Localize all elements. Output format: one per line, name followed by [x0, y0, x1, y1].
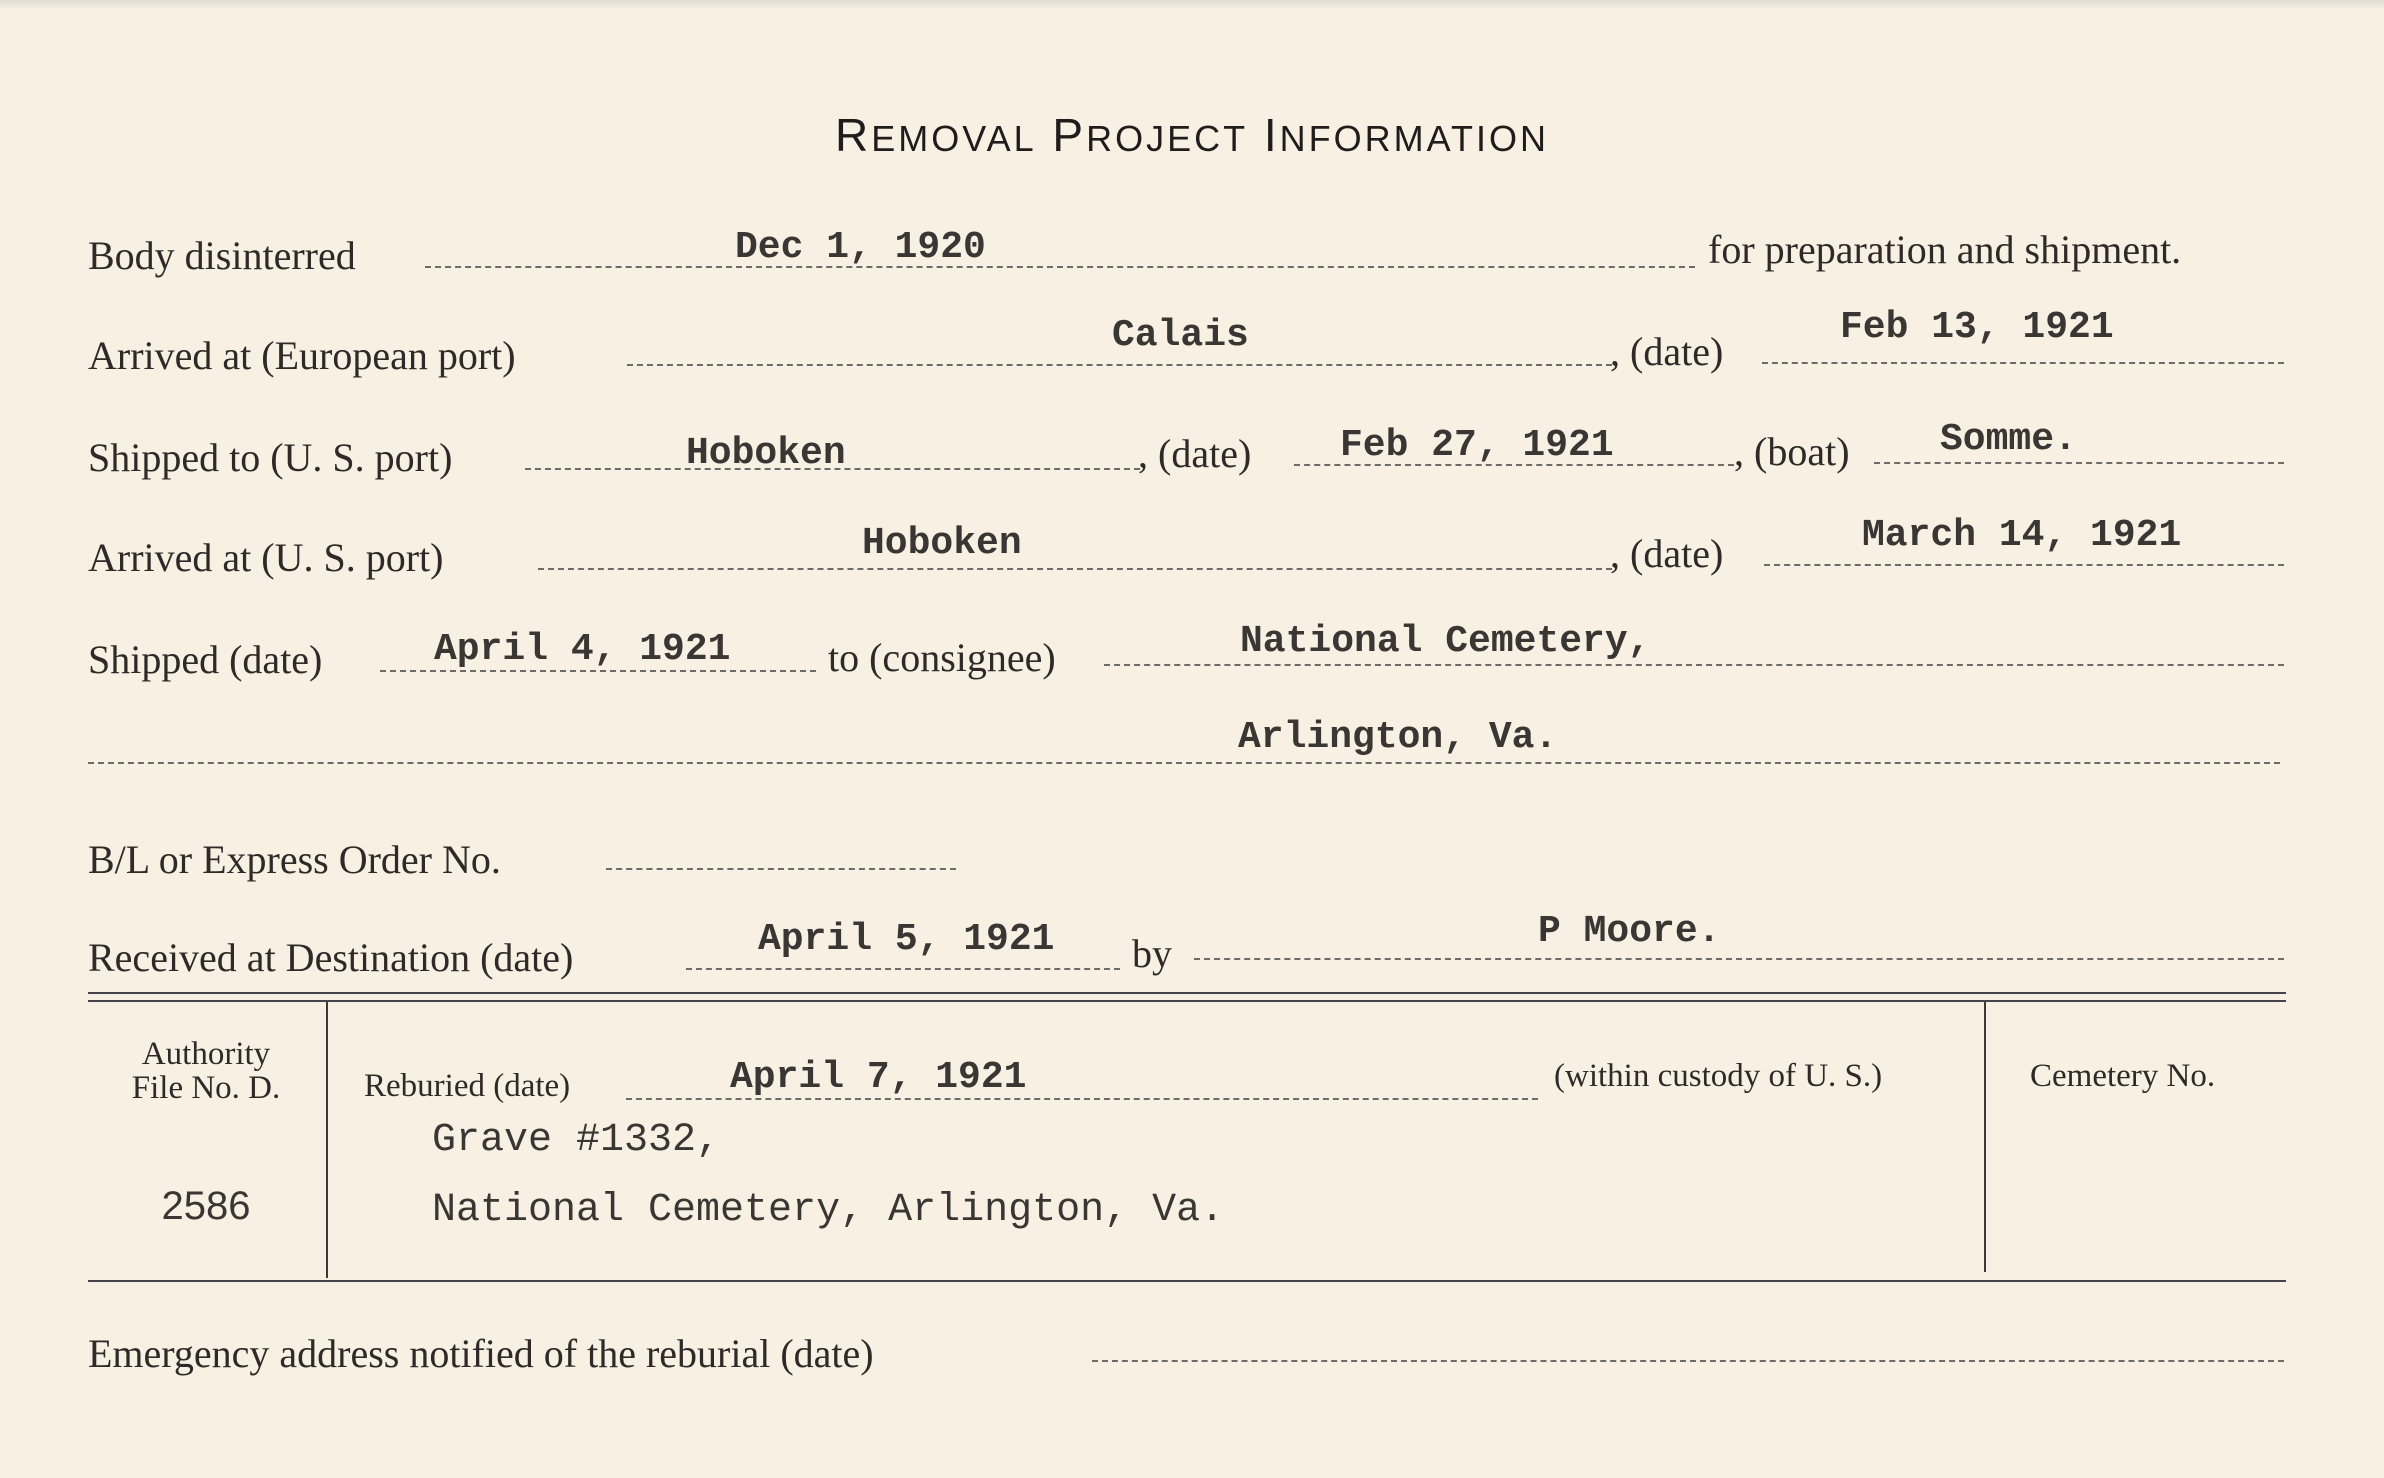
custody-label: (within custody of U. S.)	[1554, 1058, 1883, 1094]
shipped-us-label: Shipped to (U. S. port)	[88, 435, 453, 480]
arrived-us-date-line	[1764, 564, 2284, 566]
authority-label-2: File No. D.	[131, 1070, 281, 1106]
authority-value: 2586	[161, 1184, 251, 1228]
received-by-line	[1194, 958, 2284, 960]
box-divider-left	[326, 1002, 328, 1278]
disinterred-line	[425, 266, 1695, 268]
arrived-us-label: Arrived at (U. S. port)	[88, 535, 444, 580]
box-bottom-rule	[88, 1280, 2286, 1282]
consignee-line-1	[1104, 664, 2284, 666]
arrived-us-date: March 14, 1921	[1862, 514, 2182, 557]
disinterred-value: Dec 1, 1920	[735, 226, 986, 269]
received-date-line	[686, 968, 1120, 970]
consignee-label: to (consignee)	[828, 635, 1056, 680]
bl-label: B/L or Express Order No.	[88, 837, 501, 882]
arrived-europe-date-label: , (date)	[1610, 329, 1724, 374]
arrived-us-port: Hoboken	[862, 522, 1022, 565]
received-by: P Moore.	[1538, 910, 1721, 953]
arrived-europe-date-line	[1762, 362, 2284, 364]
arrived-europe-label: Arrived at (European port)	[88, 333, 516, 378]
grave-value: Grave #1332,	[432, 1118, 721, 1163]
received-date: April 5, 1921	[758, 918, 1055, 961]
cemetery-value: National Cemetery, Arlington, Va.	[432, 1188, 1225, 1233]
consignee-line-2	[88, 762, 2280, 764]
arrived-us-date-label: , (date)	[1610, 531, 1724, 576]
box-top-rule-1	[88, 992, 2286, 994]
arrived-europe-port-line	[627, 364, 1612, 366]
shipped-label: Shipped (date)	[88, 637, 323, 682]
reburied-date: April 7, 1921	[730, 1056, 1027, 1099]
shipped-us-boat: Somme.	[1940, 418, 2077, 461]
box-top-rule-2	[88, 1000, 2286, 1002]
reburied-label: Reburied (date)	[364, 1068, 571, 1104]
arrived-europe-date: Feb 13, 1921	[1840, 306, 2114, 349]
shipped-us-date: Feb 27, 1921	[1340, 424, 1614, 467]
emergency-label: Emergency address notified of the reburial (date)	[88, 1331, 874, 1376]
received-by-label: by	[1132, 931, 1172, 976]
shipped-us-boat-label: , (boat)	[1734, 429, 1850, 474]
arrived-us-port-line	[538, 568, 1612, 570]
shipped-us-boat-line	[1874, 462, 2284, 464]
disinterred-suffix: for preparation and shipment.	[1708, 227, 2182, 272]
shipped-date: April 4, 1921	[434, 628, 731, 671]
emergency-line	[1092, 1360, 2284, 1362]
received-label: Received at Destination (date)	[88, 935, 574, 980]
cemetery-no-label: Cemetery No.	[2030, 1058, 2216, 1094]
box-divider-right	[1984, 1002, 1986, 1272]
disinterred-label: Body disinterred	[88, 233, 356, 278]
arrived-europe-port: Calais	[1112, 314, 1249, 357]
shipped-us-date-label: , (date)	[1138, 431, 1252, 476]
card-title: REMOVAL PROJECT INFORMATION	[835, 109, 1549, 161]
authority-label-1: Authority	[141, 1036, 271, 1072]
consignee-value-1: National Cemetery,	[1240, 620, 1651, 663]
consignee-value-2: Arlington, Va.	[1238, 716, 1558, 759]
bl-line	[606, 868, 956, 870]
shipped-us-port: Hoboken	[686, 432, 846, 475]
